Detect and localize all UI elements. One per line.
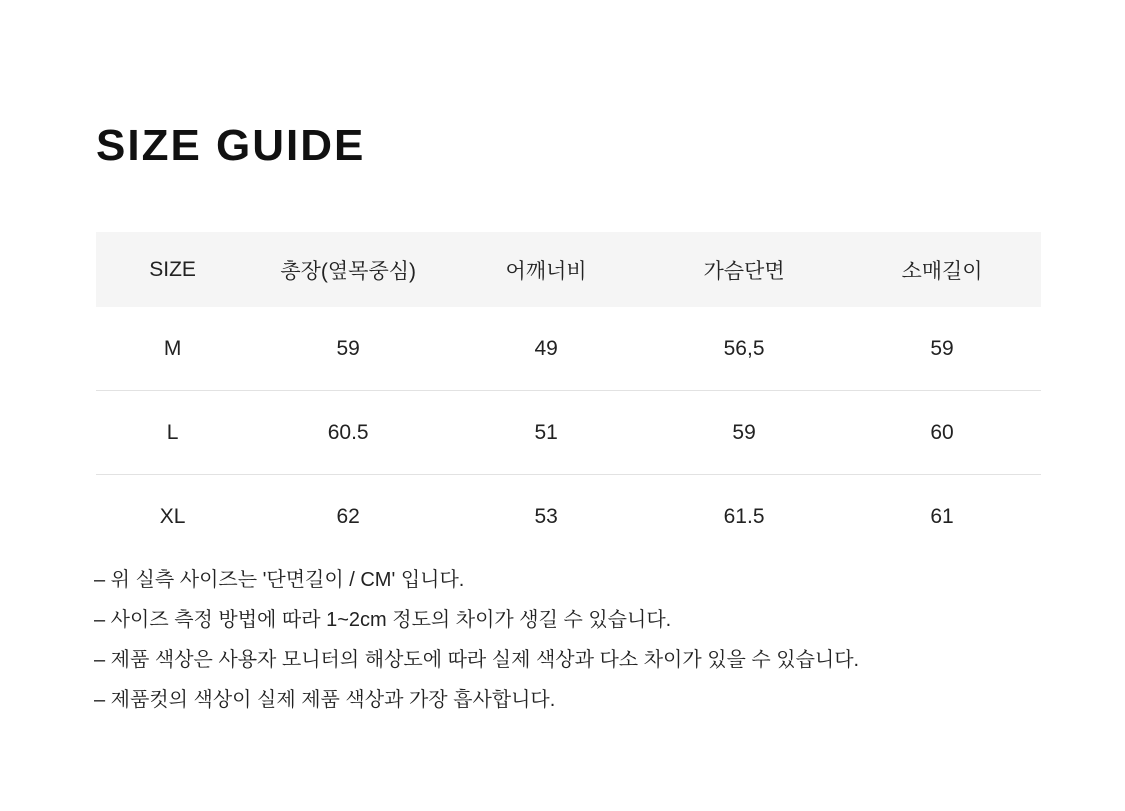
cell-size: L: [96, 391, 249, 475]
note-item: – 사이즈 측정 방법에 따라 1~2cm 정도의 차이가 생길 수 있습니다.: [94, 609, 672, 631]
cell-sleeve-length: 59: [843, 307, 1041, 391]
note-item: – 위 실측 사이즈는 '단면길이 / CM' 입니다.: [94, 569, 465, 591]
cell-size: XL: [159, 504, 186, 528]
cell-shoulder-width: 53: [534, 504, 558, 528]
size-table: [96, 232, 1041, 558]
cell-chest: 59: [645, 391, 843, 475]
cell-chest: 61.5: [723, 504, 765, 528]
notes-list: [94, 560, 1054, 720]
column-header-chest: 가슴단면: [645, 232, 843, 307]
cell-shoulder-width: 51: [447, 391, 645, 475]
column-header-size: SIZE: [96, 232, 249, 307]
cell-size: M: [96, 307, 249, 391]
size-table-header: [96, 232, 1041, 307]
cell-shoulder-width: 49: [447, 307, 645, 391]
size-table-body: [96, 307, 1041, 558]
size-table-container: [96, 232, 1041, 558]
cell-sleeve-length: 60: [843, 391, 1041, 475]
cell-total-length: 59: [249, 307, 447, 391]
column-header-shoulder-width: 어깨너비: [447, 232, 645, 307]
table-row: [96, 475, 1041, 559]
cell-chest: 56,5: [645, 307, 843, 391]
cell-total-length: 60.5: [249, 391, 447, 475]
table-header-row: [96, 232, 1041, 307]
cell-sleeve-length: 61: [930, 504, 954, 528]
column-header-sleeve-length: 소매길이: [843, 232, 1041, 307]
table-row: [96, 391, 1041, 475]
note-item: – 제품컷의 색상이 실제 제품 색상과 가장 흡사합니다.: [94, 689, 556, 711]
column-header-total-length: 총장(옆목중심): [249, 232, 447, 307]
note-item: – 제품 색상은 사용자 모니터의 해상도에 따라 실제 색상과 다소 차이가 있을 수 있습니다.: [94, 649, 860, 671]
page-title: SIZE GUIDE: [96, 121, 366, 170]
table-row: [96, 307, 1041, 391]
cell-total-length: 62: [336, 504, 360, 528]
